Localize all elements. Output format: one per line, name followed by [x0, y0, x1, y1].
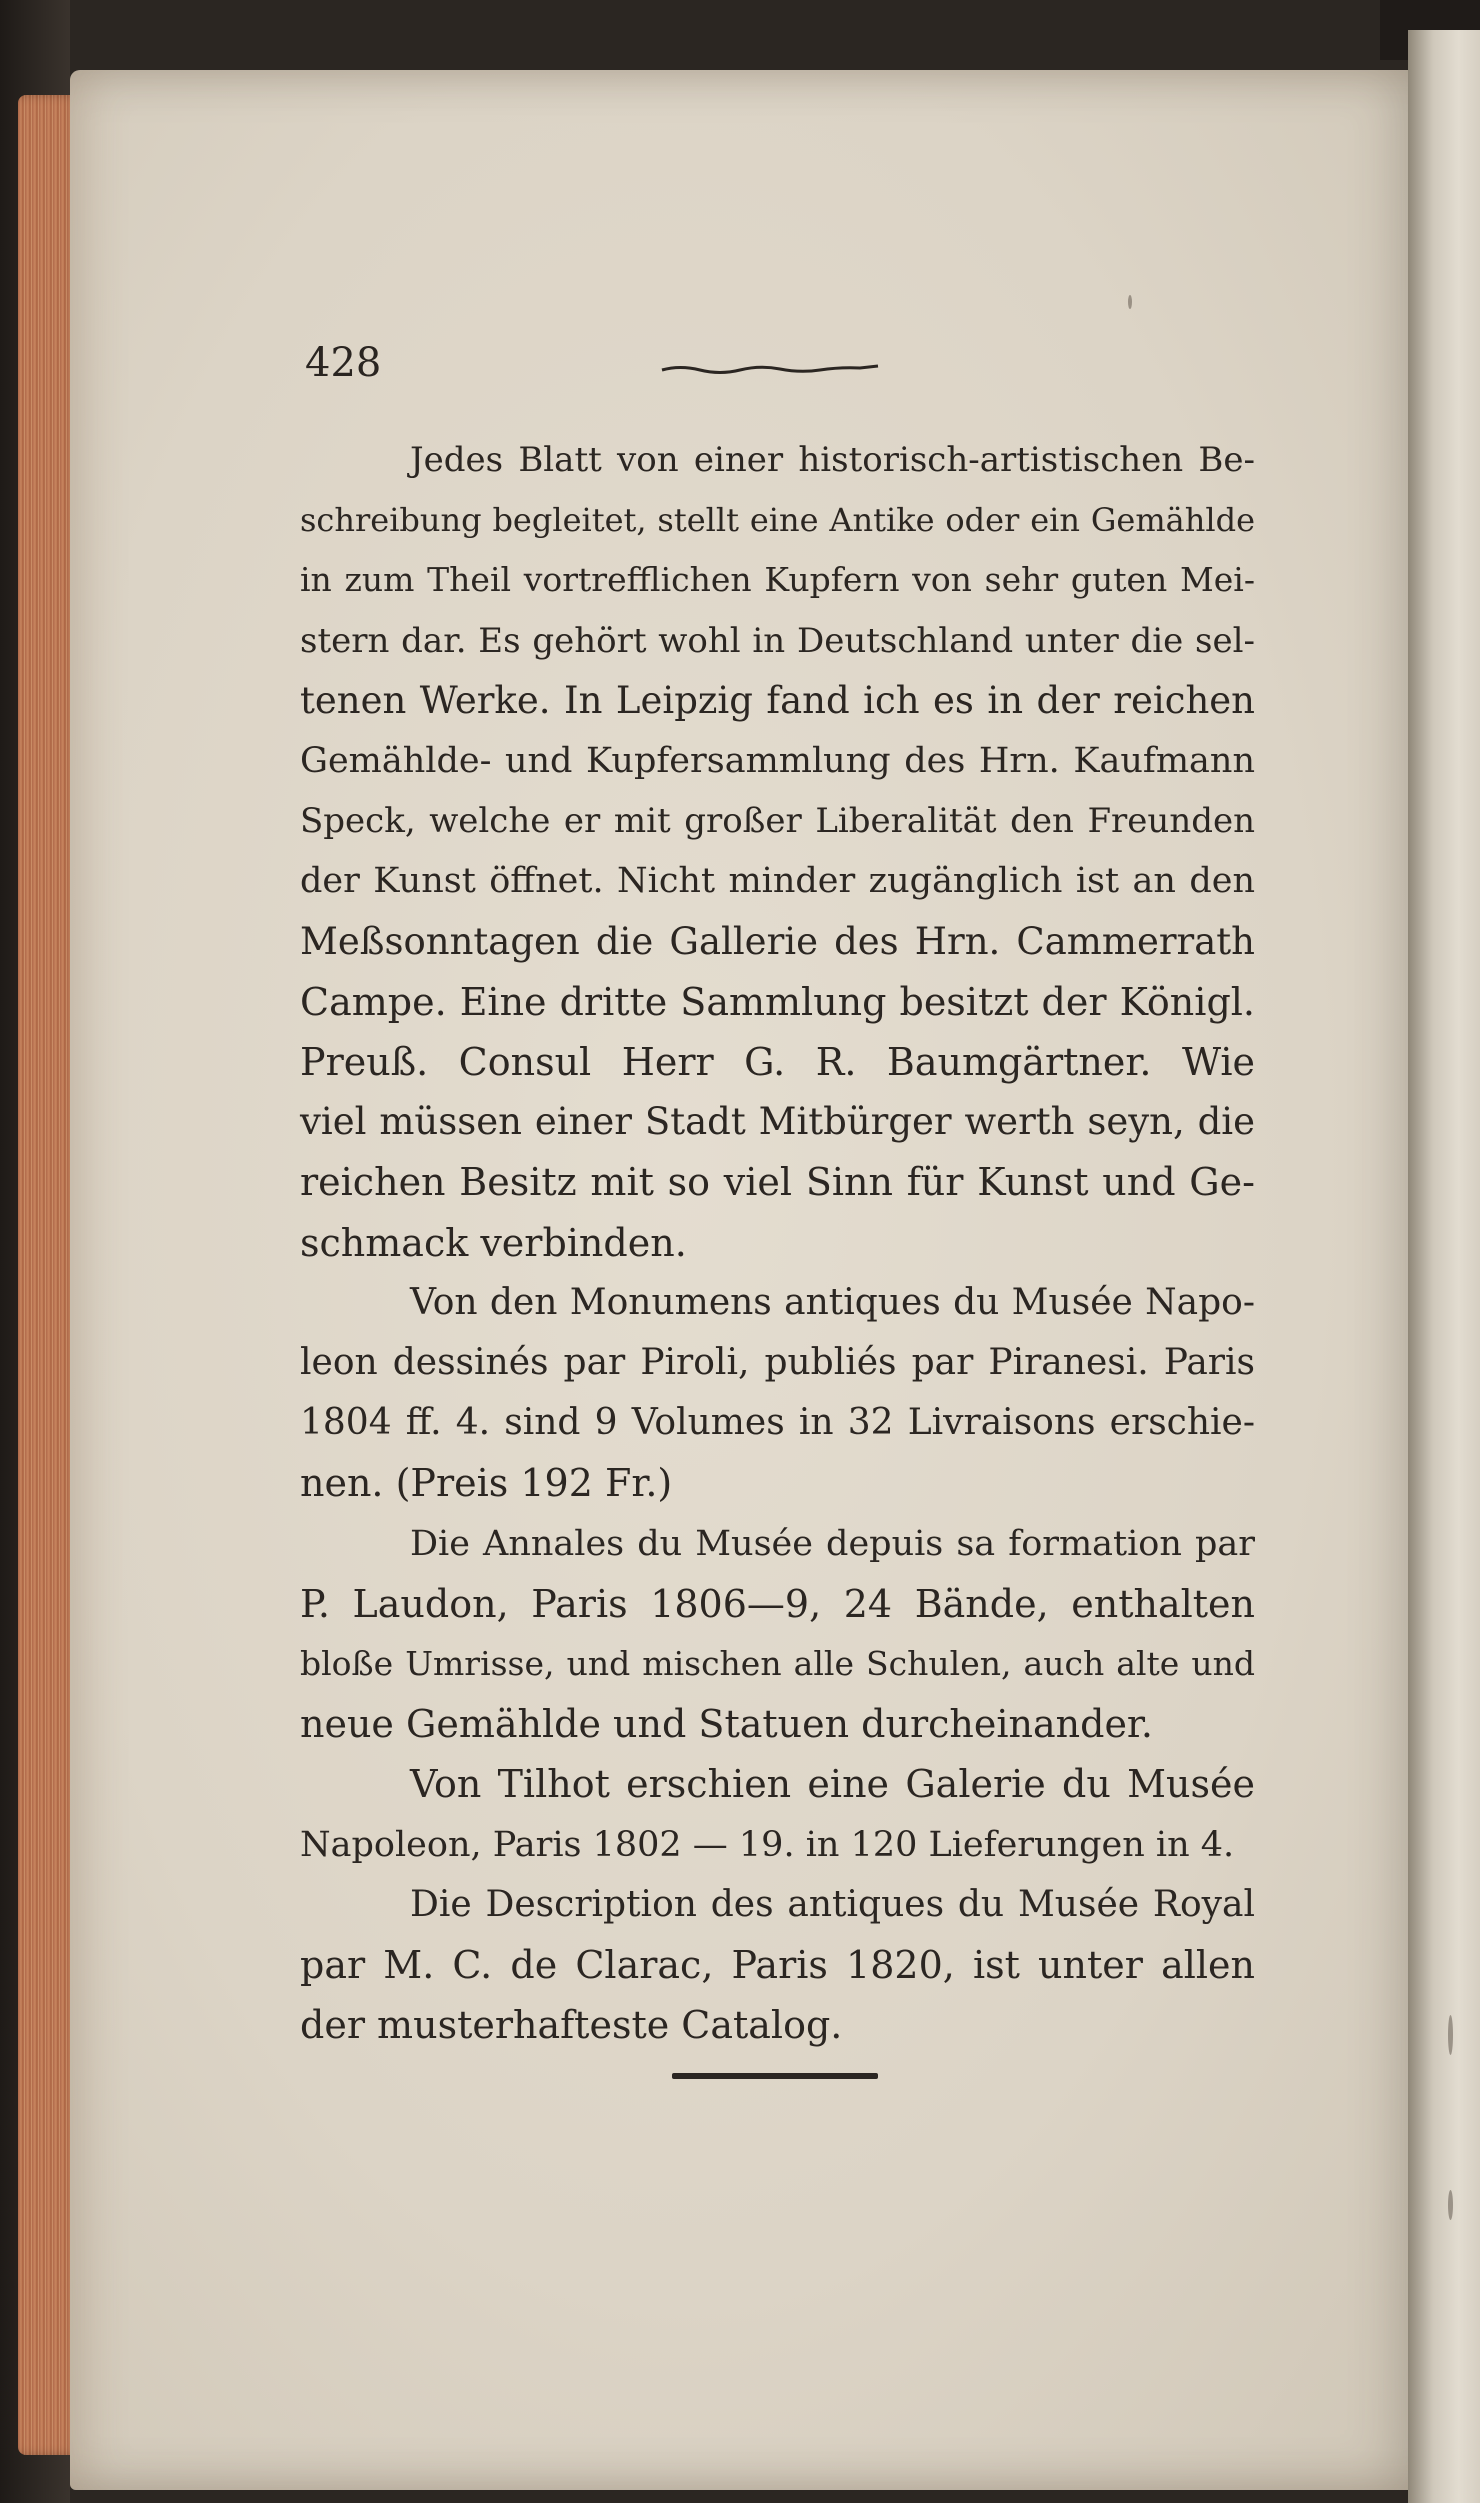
text-line: in zum Theil vortrefflichen Kupfern von sehr guten Mei- [300, 560, 1255, 600]
text-line: Campe. Eine dritte Sammlung besitzt der Königl. [300, 979, 1255, 1024]
text-line: tenen Werke. In Leipzig fand ich es in der reichen [300, 678, 1255, 722]
text-line: Speck, welche er mit großer Liberalität den Freunden [300, 801, 1255, 842]
paragraph-3 [300, 1514, 1255, 1755]
text-line: 1804 ff. 4. sind 9 Volumes in 32 Livraisons erschie- [300, 1402, 1255, 1444]
facing-page-sliver [1408, 30, 1480, 2503]
paragraph-5 [300, 1875, 1255, 2056]
text-line: Jedes Blatt von einer historisch-artistischen Be- [410, 440, 1255, 480]
text-line: neue Gemählde und Statuen durcheinander. [300, 1702, 1153, 1747]
paragraph-2 [300, 1273, 1255, 1514]
text-line: schmack verbinden. [300, 1220, 687, 1265]
text-line: bloße Umrisse, und mischen alle Schulen, auch alte und [300, 1644, 1255, 1684]
body-text [300, 430, 1255, 2055]
text-line: Napoleon, Paris 1802 — 19. in 120 Lieferungen in 4. [300, 1824, 1235, 1865]
text-line: der Kunst öffnet. Nicht minder zugänglich ist an den [300, 861, 1255, 902]
paragraph-1 [300, 430, 1255, 1273]
text-line: Die Description des antiques du Musée Royal [410, 1883, 1255, 1925]
text-line: stern dar. Es gehört wohl in Deutschland unter die sel- [300, 620, 1255, 661]
text-line: Von den Monumens antiques du Musée Napo- [410, 1281, 1255, 1323]
paper-speck [1448, 2190, 1453, 2220]
text-line: der musterhafteste Catalog. [300, 2003, 843, 2048]
paper-speck [1448, 2015, 1453, 2055]
text-line: P. Laudon, Paris 1806—9, 24 Bände, enthalten [300, 1581, 1255, 1626]
paragraph-4 [300, 1754, 1255, 1874]
text-line: leon dessinés par Piroli, publiés par Piranesi. Paris [300, 1342, 1255, 1384]
header-ornament [660, 362, 880, 376]
text-line: nen. (Preis 192 Fr.) [300, 1461, 673, 1506]
text-line: reichen Besitz mit so viel Sinn für Kunst und Ge- [300, 1160, 1255, 1205]
text-line: par M. C. de Clarac, Paris 1820, ist unter allen [300, 1943, 1255, 1988]
text-line: Gemählde- und Kupfersammlung des Hrn. Kaufmann [300, 741, 1255, 782]
text-line: viel müssen einer Stadt Mitbürger werth seyn, die [300, 1100, 1255, 1144]
text-line: Die Annales du Musée depuis sa formation par [410, 1523, 1255, 1564]
paper-speck [1128, 295, 1132, 309]
text-line: Preuß. Consul Herr G. R. Baumgärtner. Wie [300, 1040, 1255, 1085]
text-line: Von Tilhot erschien eine Galerie du Musée [410, 1762, 1255, 1807]
end-rule [672, 2073, 878, 2079]
text-line: Meßsonntagen die Gallerie des Hrn. Cammerrath [300, 919, 1255, 963]
page-number: 428 [305, 340, 382, 386]
text-line: schreibung begleitet, stellt eine Antike oder ein Gemählde [300, 501, 1255, 540]
